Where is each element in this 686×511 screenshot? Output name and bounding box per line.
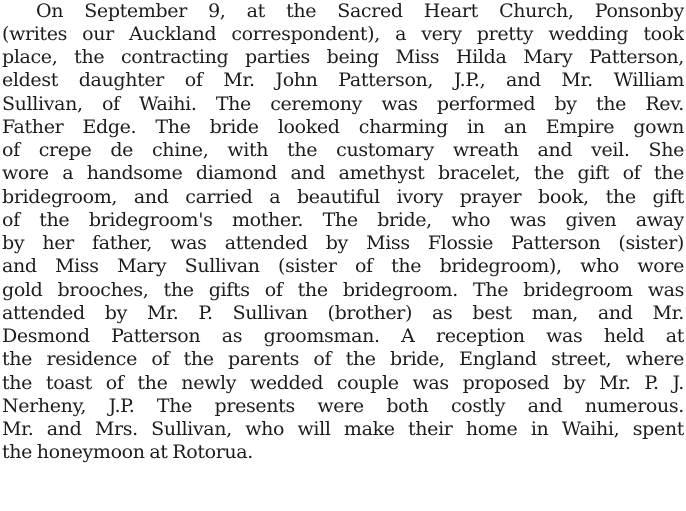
text-line: (writes our Auckland correspondent), a very pretty wedding took: [2, 23, 684, 45]
text-line: by her father, was attended by Miss Flossie Patterson (sister): [2, 232, 684, 254]
text-line: gold brooches, the gifts of the bridegroom. The bridegroom was: [2, 279, 684, 301]
text-line: eldest daughter of Mr. John Patterson, J.P., and Mr. William: [2, 69, 684, 91]
text-line: Desmond Patterson as groomsman. A reception was held at: [2, 325, 684, 347]
text-line: Sullivan, of Waihi. The ceremony was performed by the Rev.: [2, 93, 684, 115]
article-text: [2, 0, 684, 511]
text-line: the honeymoon at Rotorua.: [2, 441, 253, 463]
text-line: Nerheny, J.P. The presents were both costly and numerous.: [2, 395, 684, 417]
text-line: wore a handsome diamond and amethyst bracelet, the gift of the: [2, 162, 684, 184]
text-line: On September 9, at the Sacred Heart Church, Ponsonby: [36, 0, 684, 22]
text-line: bridegroom, and carried a beautiful ivory prayer book, the gift: [2, 186, 684, 208]
text-line: of crepe de chine, with the customary wreath and veil. She: [2, 139, 684, 161]
text-line: attended by Mr. P. Sullivan (brother) as best man, and Mr.: [2, 302, 684, 324]
text-line: the toast of the newly wedded couple was proposed by Mr. P. J.: [2, 372, 684, 394]
text-line: Father Edge. The bride looked charming in an Empire gown: [2, 116, 684, 138]
text-line: of the bridegroom's mother. The bride, who was given away: [2, 209, 684, 231]
text-line: and Miss Mary Sullivan (sister of the bridegroom), who wore: [2, 255, 684, 277]
text-line: place, the contracting parties being Miss Hilda Mary Patterson,: [2, 46, 684, 68]
text-line: Mr. and Mrs. Sullivan, who will make their home in Waihi, spent: [2, 418, 684, 440]
text-line: the residence of the parents of the bride, England street, where: [2, 348, 684, 370]
